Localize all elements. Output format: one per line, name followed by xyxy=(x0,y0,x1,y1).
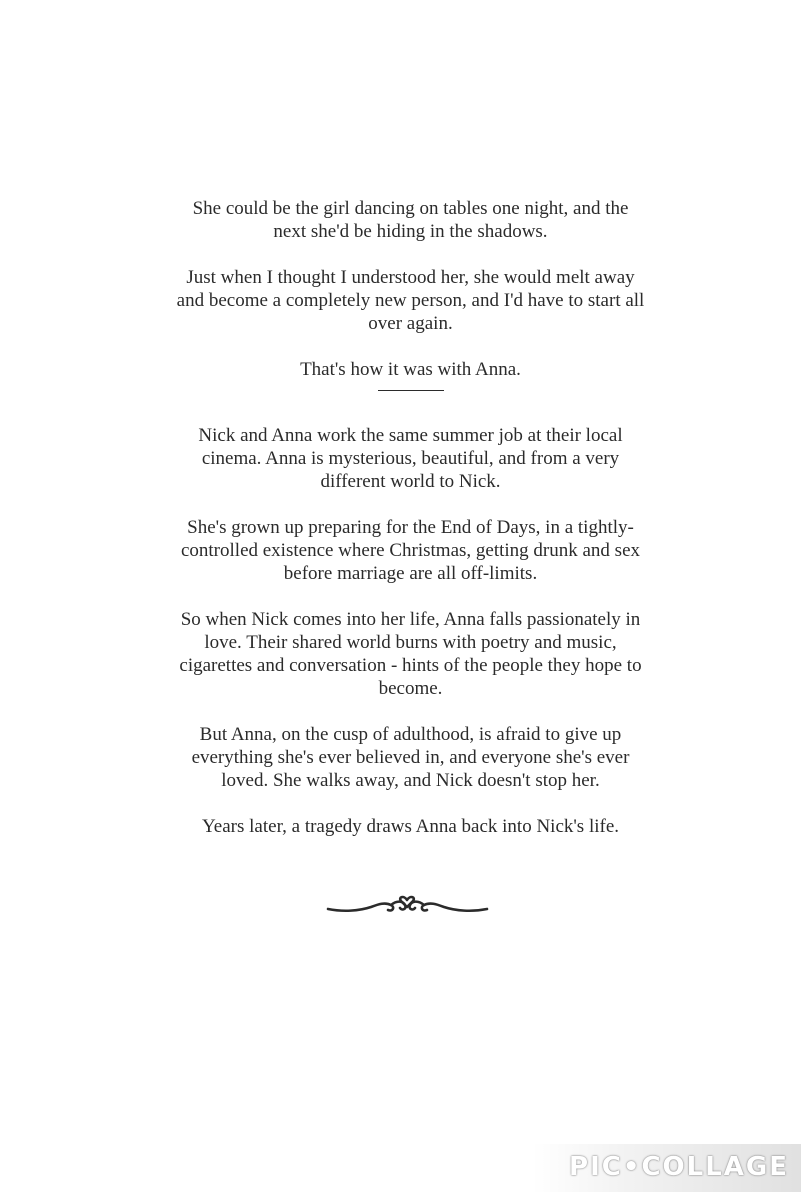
intro-line: next she'd be hiding in the shadows. xyxy=(273,221,548,242)
body-line: But Anna, on the cusp of adulthood, is afraid to give up xyxy=(199,724,622,745)
body-line: cinema. Anna is mysterious, beautiful, and from a very xyxy=(201,448,620,469)
body-line: cigarettes and conversation - hints of the people they hope to xyxy=(179,655,642,676)
intro-line: That's how it was with Anna. xyxy=(300,359,521,380)
body-line: before marriage are all off-limits. xyxy=(283,563,538,584)
body-line: become. xyxy=(378,678,443,699)
body-line: Nick and Anna work the same summer job at their local xyxy=(198,425,623,446)
intro-line: She could be the girl dancing on tables one night, and the xyxy=(192,198,629,219)
paragraph-gap xyxy=(150,700,671,723)
heart-flourish-icon xyxy=(325,888,490,920)
body-line: controlled existence where Christmas, getting drunk and sex xyxy=(180,540,641,561)
watermark xyxy=(531,1144,801,1192)
body-line: everything she's ever believed in, and everyone she's ever xyxy=(191,747,630,768)
intro-line: over again. xyxy=(368,313,453,334)
paragraph-gap xyxy=(150,493,671,516)
body-line: She's grown up preparing for the End of Days, in a tightly- xyxy=(187,517,634,538)
paragraph-gap xyxy=(150,243,671,266)
paragraph-gap xyxy=(150,391,671,424)
intro-line: and become a completely new person, and I'd have to start all xyxy=(176,290,645,311)
body-line: So when Nick comes into her life, Anna falls passionately in xyxy=(180,609,641,630)
body-line: loved. She walks away, and Nick doesn't stop her. xyxy=(221,770,600,791)
paragraph-gap xyxy=(150,335,671,358)
paragraph-gap xyxy=(150,792,671,815)
body-line: Years later, a tragedy draws Anna back into Nick's life. xyxy=(201,816,620,837)
paragraph-gap xyxy=(150,585,671,608)
intro-line: Just when I thought I understood her, she would melt away xyxy=(186,267,635,288)
watermark-text: PIC•COLLAGE xyxy=(569,1152,789,1182)
body-line: love. Their shared world burns with poetry and music, xyxy=(204,632,617,653)
body-line: different world to Nick. xyxy=(320,471,501,492)
blurb-text xyxy=(150,197,671,838)
